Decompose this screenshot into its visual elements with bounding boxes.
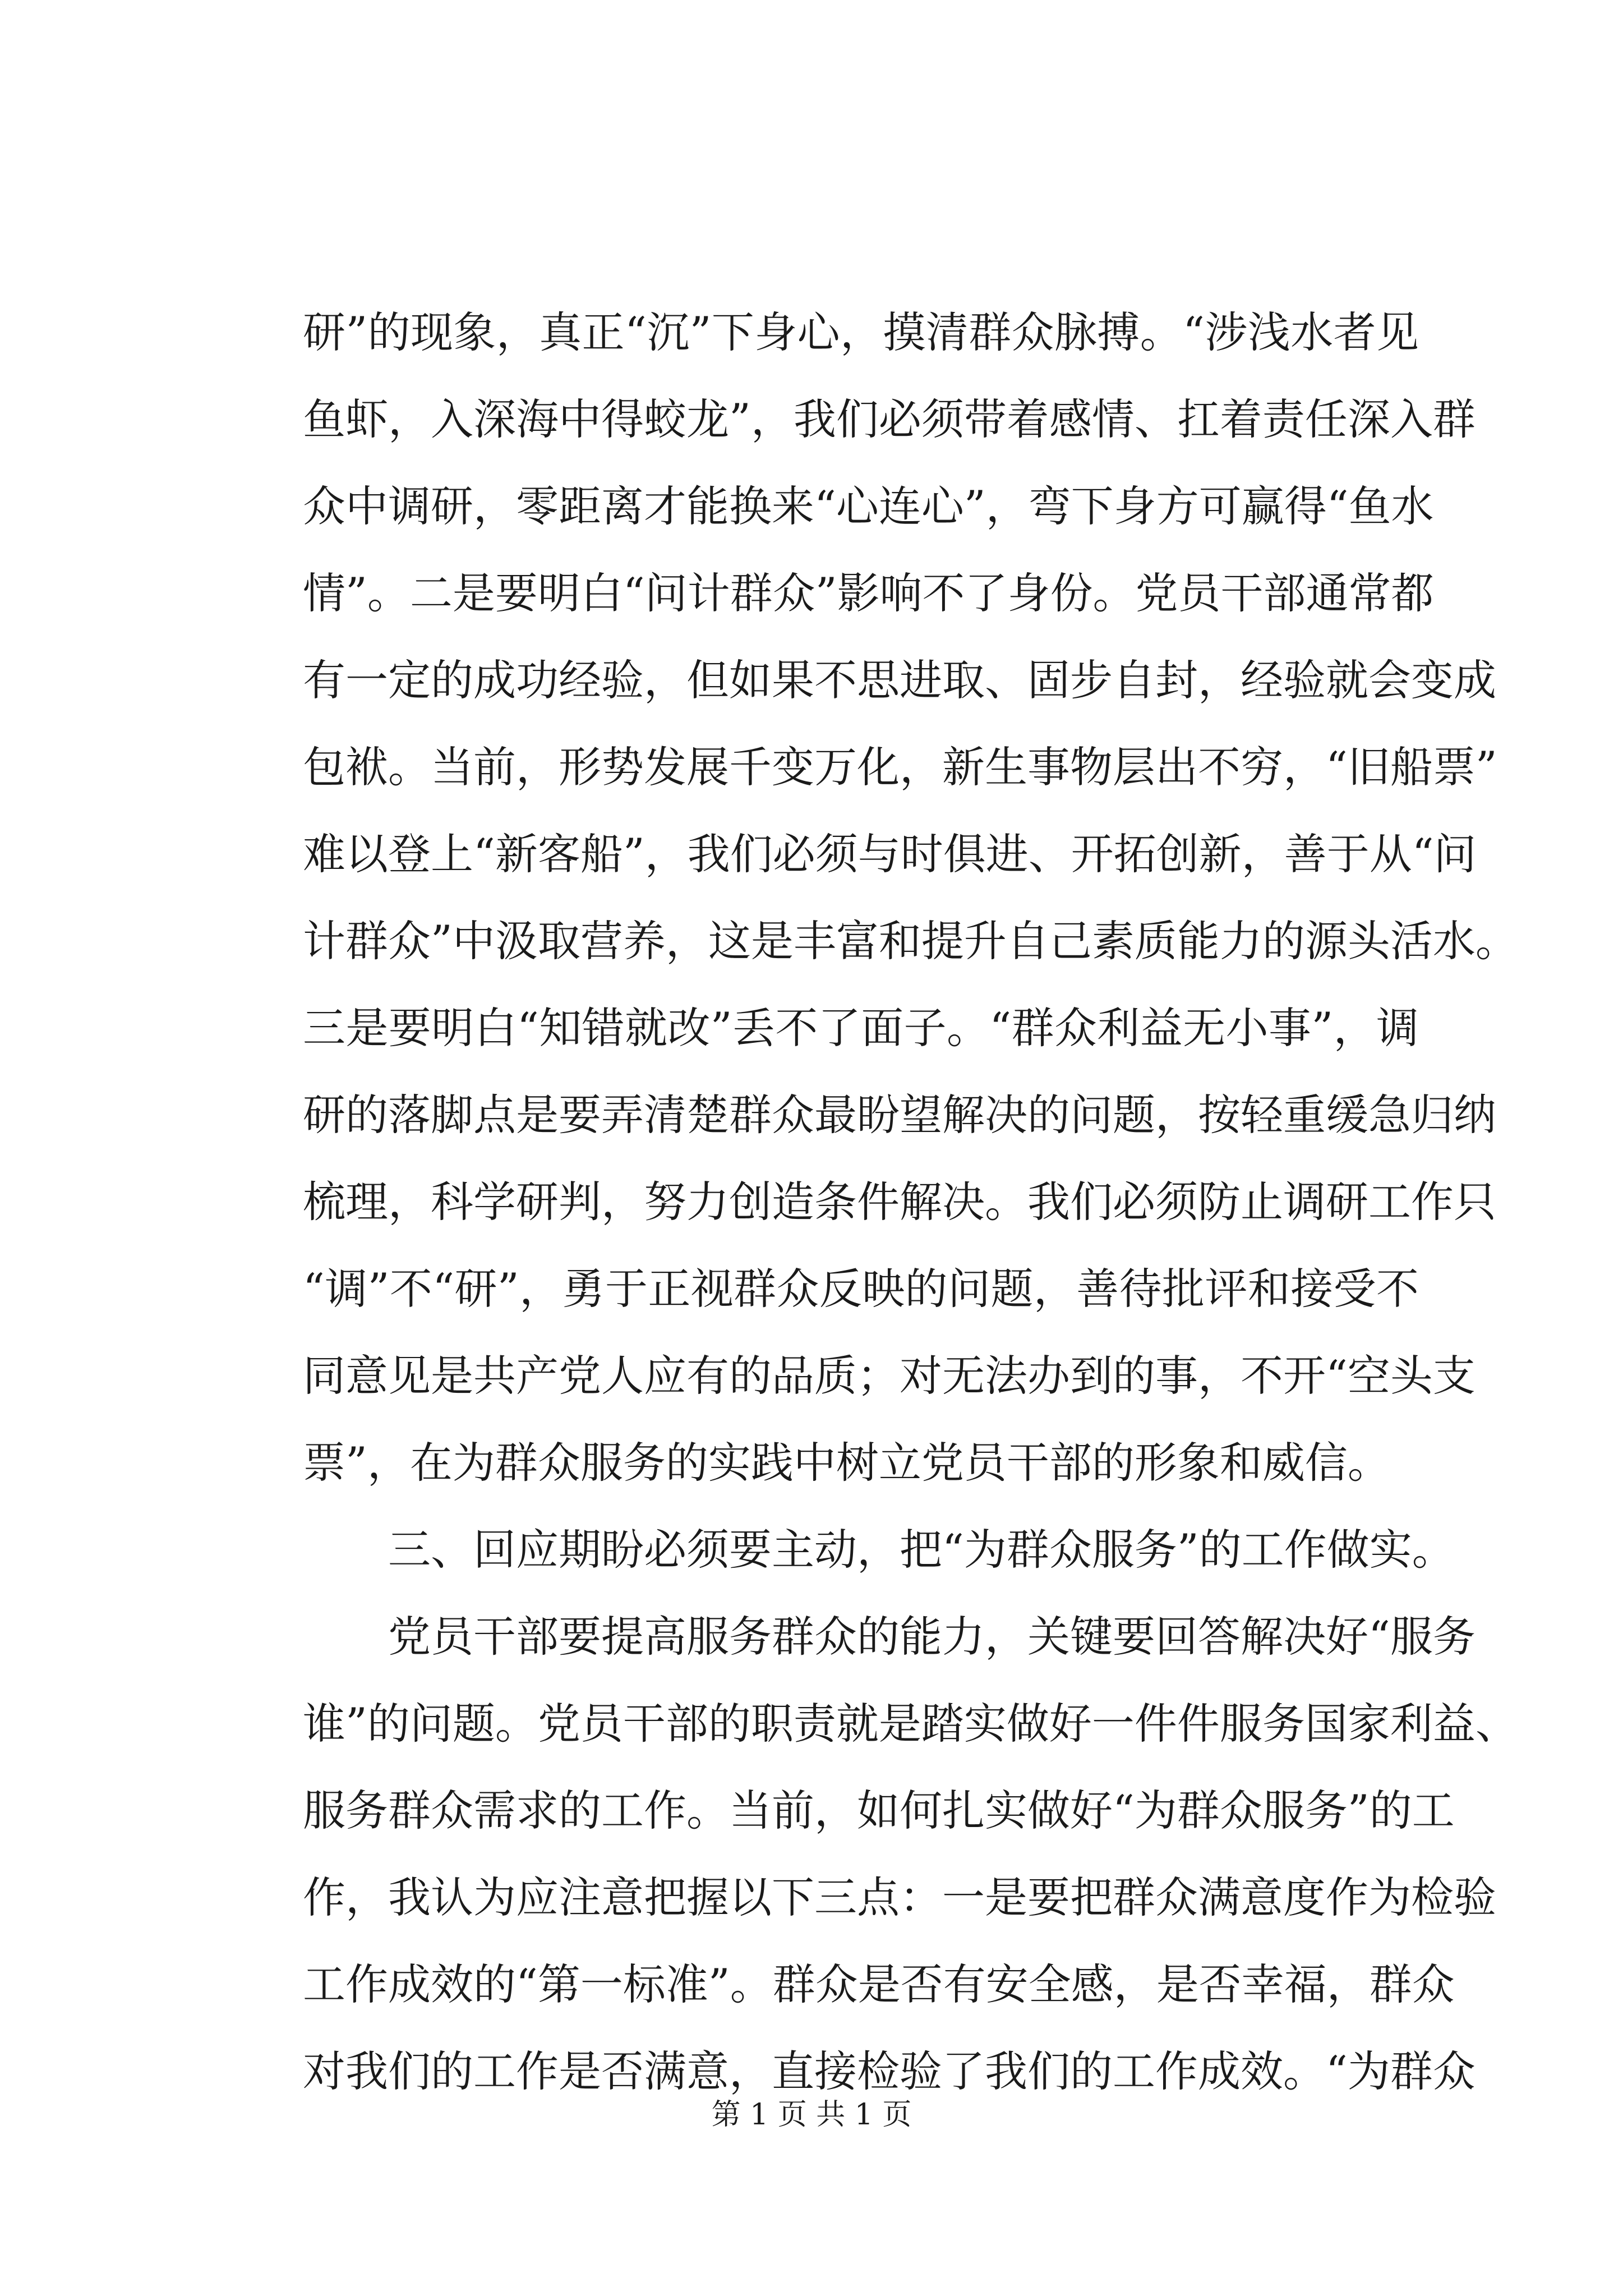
text-line: 情”。二是要明白“问计群众”影响不了身份。党员干部通常都: [303, 568, 1434, 618]
text-line: 对我们的工作是否满意，直接检验了我们的工作成效。“为群众: [303, 2046, 1476, 2096]
text-line: 有一定的成功经验，但如果不思进取、固步自封，经验就会变成: [303, 655, 1496, 705]
text-line: 同意见是共产党人应有的品质；对无法办到的事，不开“空头支: [303, 1351, 1476, 1401]
text-line: 难以登上“新客船”，我们必须与时俱进、开拓创新，善于从“问: [303, 829, 1477, 879]
text-line: 众中调研，零距离才能换来“心连心”，弯下身方可赢得“鱼水: [303, 481, 1434, 531]
text-line: 鱼虾，入深海中得蛟龙”，我们必须带着感情、扛着责任深入群: [303, 394, 1476, 444]
text-line: 工作成效的“第一标准”。群众是否有安全感，是否幸福，群众: [303, 1959, 1455, 2009]
section-heading: 三、回应期盼必须要主动，把“为群众服务”的工作做实。: [388, 1525, 1455, 1575]
text-line: 研的落脚点是要弄清楚群众最盼望解决的问题，按轻重缓急归纳: [303, 1090, 1496, 1140]
text-line: 包袱。当前，形势发展千变万化，新生事物层出不穷，“旧船票”: [303, 742, 1497, 792]
text-line: 谁”的问题。党员干部的职责就是踏实做好一件件服务国家利益、: [303, 1699, 1518, 1749]
document-body: [303, 289, 1518, 2115]
text-line: 研”的现象，真正“沉”下身心，摸清群众脉搏。“涉浅水者见: [303, 307, 1419, 357]
text-line: 三是要明白“知错就改”丢不了面子。“群众利益无小事”，调: [303, 1003, 1419, 1053]
paragraph-first-line: 党员干部要提高服务群众的能力，关键要回答解决好“服务: [388, 1612, 1476, 1662]
text-line: 服务群众需求的工作。当前，如何扎实做好“为群众服务”的工: [303, 1786, 1455, 1835]
text-line: 计群众”中汲取营养，这是丰富和提升自己素质能力的源头活水。: [303, 916, 1518, 966]
page-footer: 第 1 页 共 1 页: [711, 2098, 912, 2132]
text-line: 作，我认为应注意把握以下三点：一是要把群众满意度作为检验: [303, 1872, 1496, 1922]
text-line: 梳理，科学研判，努力创造条件解决。我们必须防止调研工作只: [303, 1177, 1496, 1227]
text-line: 票”，在为群众服务的实践中树立党员干部的形象和威信。: [303, 1438, 1390, 1488]
text-line: “调”不“研”，勇于正视群众反映的问题，善待批评和接受不: [303, 1264, 1419, 1314]
